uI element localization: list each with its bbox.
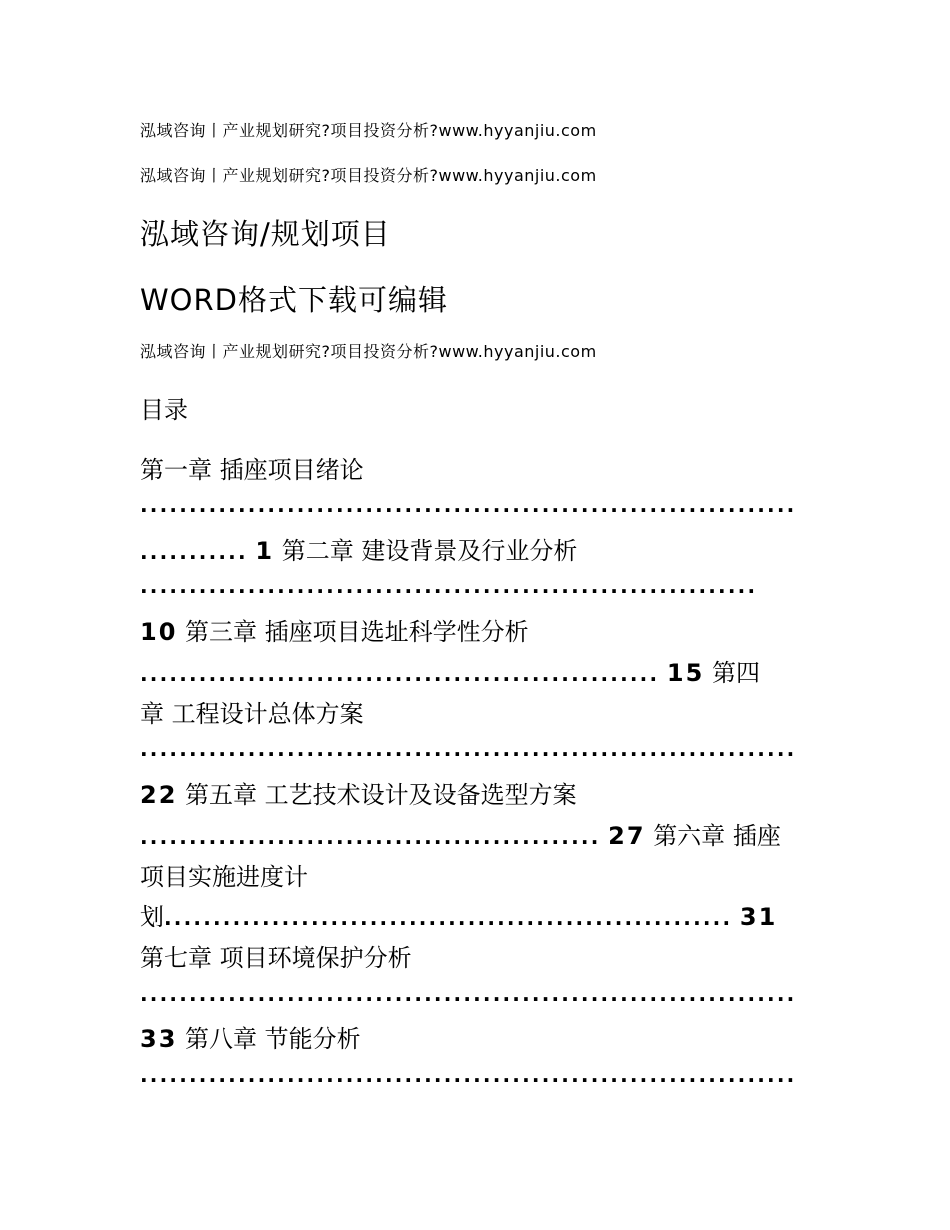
toc-entry-title: 第八章 节能分析 <box>185 1025 361 1053</box>
toc-page-number: 33 <box>140 1025 178 1053</box>
toc-entry-row <box>140 816 781 851</box>
toc-leader-dots: ............................................................... <box>140 574 758 598</box>
toc-leader-dots: ................................................................... <box>140 493 797 517</box>
toc-entry-title: 第一章 插座项目绪论 <box>140 456 364 484</box>
toc-leader-dots: ................................................................... <box>140 982 797 1006</box>
toc-heading: 目录 <box>140 396 188 424</box>
toc-entry-title: 第五章 工艺技术设计及设备选型方案 <box>185 781 577 809</box>
toc-page-number: 22 <box>140 781 178 809</box>
toc-entry-title: 章 工程设计总体方案 <box>140 700 364 728</box>
header-line: 泓域咨询丨产业规划研究?项目投资分析?www.hyyanjiu.com <box>140 342 597 361</box>
toc-entry-row <box>140 531 577 566</box>
toc-entry-row <box>140 775 577 810</box>
toc-page-number: 10 <box>140 618 178 646</box>
toc-leader-dots: .......................................................... <box>164 906 733 930</box>
toc-entry-title: 第七章 项目环境保护分析 <box>140 944 412 972</box>
toc-entry-row <box>140 653 760 688</box>
toc-entry-title: 第四 <box>711 659 760 687</box>
toc-leader-dots: ............................................... <box>140 825 601 849</box>
toc-page-number: 15 <box>666 659 705 687</box>
toc-entry-title: 第六章 插座 <box>653 822 781 850</box>
toc-leader-dots: ..................................................... <box>140 662 660 686</box>
document-title: 泓域咨询/规划项目 <box>140 217 391 251</box>
toc-entry-row <box>140 612 529 647</box>
toc-page-number: 31 <box>739 903 778 931</box>
toc-page-number: 1 <box>255 537 275 565</box>
toc-page-number: 27 <box>608 822 646 850</box>
toc-entry-title: 第三章 插座项目选址科学性分析 <box>185 618 529 646</box>
toc-entry-title: 划 <box>140 903 164 931</box>
toc-entry-title: 项目实施进度计 <box>140 863 308 891</box>
document-subtitle: WORD格式下载可编辑 <box>140 283 448 317</box>
header-line: 泓域咨询丨产业规划研究?项目投资分析?www.hyyanjiu.com <box>140 166 597 185</box>
toc-leader-dots: ................................................................... <box>140 1063 797 1087</box>
toc-entry-title: 第二章 建设背景及行业分析 <box>281 537 578 565</box>
toc-leader-dots: ................................................................... <box>140 737 797 761</box>
toc-leader-dots: ........... <box>140 540 248 564</box>
toc-entry-row <box>140 897 777 932</box>
header-line: 泓域咨询丨产业规划研究?项目投资分析?www.hyyanjiu.com <box>140 121 597 140</box>
toc-entry-row <box>140 1019 361 1054</box>
